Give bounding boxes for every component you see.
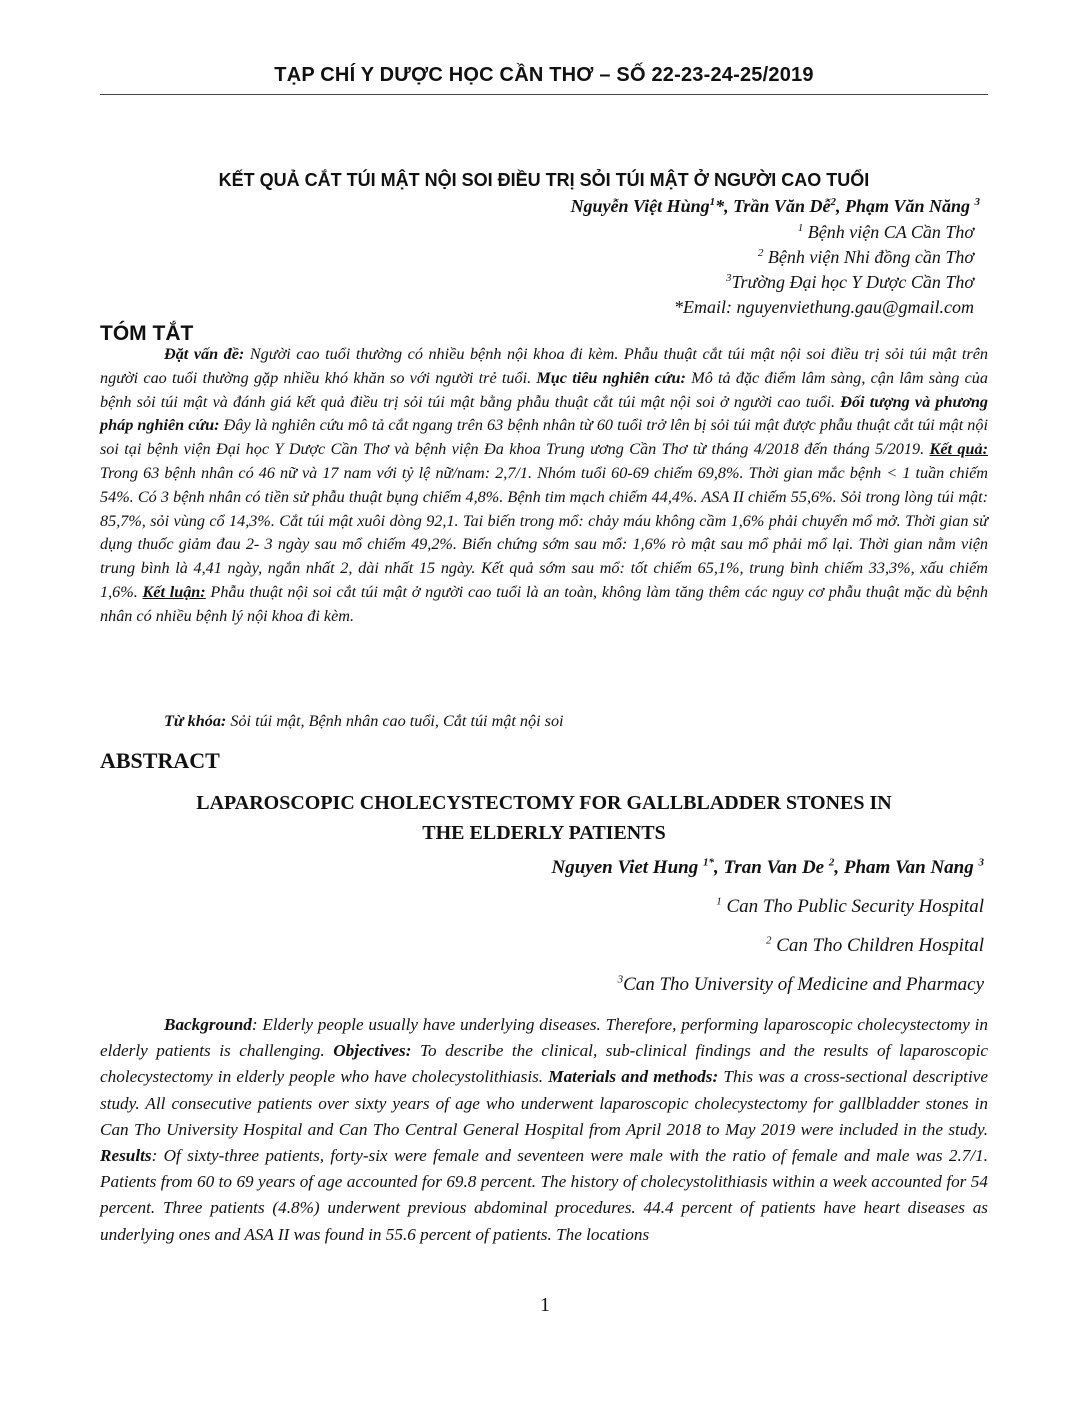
affiliation-sup: 1: [797, 222, 804, 234]
keywords-vi: [164, 712, 564, 731]
abstract-text: This was a cross-sectional descriptive study. All consecutive patients over sixty years of age who underwent laparoscopic cholecystectomy for gallbladder stones in Can Tho University Hospital and Can Tho Central General Hospital from April 2018 to May 2019 were included in the study.: [100, 1067, 988, 1139]
affiliation-text: Can Tho University of Medicine and Pharmacy: [623, 974, 984, 995]
abstract-en: [100, 1012, 988, 1248]
author-sup: 3: [978, 856, 984, 869]
author-name: Pham Van Nang: [843, 857, 979, 878]
abstract-label: Materials and methods:: [548, 1067, 719, 1087]
abstract-text: Trong 63 bệnh nhân có 46 nữ và 17 nam với tỷ lệ nữ/nam: 2,7/1. Nhóm tuổi 60-69 chiếm 69,8%. Thời gian mắc bệnh < 1 tuần chiếm 54%. Có 3 bệnh nhân có tiền sử phẫu thuật bụng chiếm 4,8%. Bệnh tim mạch chiếm 44,4%. ASA II chiếm 55,6%. Sỏi trong lòng túi mật: 85,7%, sỏi vùng cổ 14,3%. Cắt túi mật xuôi dòng 92,1. Tai biến trong mổ: chảy máu không cầm 1,6% phải chuyển mổ mở. Thời gian sử dụng thuốc giảm đau 2- 3 ngày sau mổ chiếm 49,2%. Biến chứng sớm sau mổ: 1,6% rò mật sau mổ phải mổ lại. Thời gian nằm viện trung bình là 4,41 ngày, ngắn nhất 2, dài nhất 15 ngày. Kết quả sớm sau mổ: tốt chiếm 65,1%, trung bình chiếm 33,3%, xấu chiếm 1,6%.: [100, 463, 988, 601]
abstract-label: Kết luận:: [142, 582, 206, 601]
page-number: 1: [540, 1294, 550, 1316]
article-title-en: [100, 788, 988, 848]
author-sep: ,: [835, 196, 845, 216]
affiliation-text: Trường Đại học Y Dược Cần Thơ: [731, 272, 974, 292]
abstract-text: Phẫu thuật nội soi cắt túi mật ở người cao tuổi là an toàn, không làm tăng thêm các nguy cơ phẫu thuật mặc dù bệnh nhân có nhiều bệnh lý nội khoa đi kèm.: [100, 582, 988, 625]
affiliation-text: Bệnh viện Nhi đồng cần Thơ: [763, 247, 974, 267]
affiliation-sup: 1: [716, 895, 722, 908]
affiliation-vi-2: [758, 247, 974, 268]
author-sup: 3: [974, 196, 980, 208]
author-name: Trần Văn Dễ: [733, 196, 831, 216]
abstract-text: : Elderly people usually have underlying diseases. Therefore, performing laparoscopic cholecystectomy in elderly patients is challenging.: [100, 1015, 988, 1061]
affiliation-sup: 3: [726, 272, 732, 284]
authors-en: [551, 857, 984, 879]
author-sup: 2: [828, 856, 835, 869]
affiliation-text: Can Tho Public Security Hospital: [721, 896, 984, 917]
keywords-text: Sỏi túi mật, Bệnh nhân cao tuổi, Cắt túi mật nội soi: [226, 712, 564, 730]
abstract-text: Mô tả đặc điểm lâm sàng, cận lâm sàng của bệnh sỏi túi mật và đánh giá kết quả điều trị sỏi túi mật bằng phẫu thuật cắt túi mật nội soi ở người cao tuổi.: [100, 368, 988, 411]
abstract-label: Kết quả:: [929, 440, 988, 459]
affiliation-en-2: [766, 935, 984, 957]
author-sup: 2: [830, 196, 836, 208]
author-sup: 1: [709, 196, 716, 208]
author-sep: ,: [834, 857, 844, 878]
abstract-label: Đặt vấn đề:: [164, 345, 245, 363]
affiliation-text: Bệnh viện CA Cần Thơ: [803, 222, 974, 242]
author-sep: ,: [713, 857, 724, 878]
abstract-label: Objectives:: [333, 1041, 412, 1061]
abstract-vi: [100, 343, 988, 629]
section-heading-abstract: ABSTRACT: [100, 748, 220, 773]
abstract-label: Đối tượng và phương pháp nghiên cứu:: [100, 392, 988, 435]
author-sup: 1*: [702, 856, 714, 869]
section-heading-tom-tat: TÓM TẮT: [100, 322, 194, 345]
abstract-label: Results: [100, 1146, 152, 1166]
abstract-label: Background: [164, 1015, 252, 1034]
abstract-label: Mục tiêu nghiên cứu:: [536, 368, 686, 387]
title-en-line-2: THE ELDERLY PATIENTS: [422, 822, 666, 844]
email: *Email: nguyenviethung.gau@gmail.com: [674, 297, 974, 317]
author-name: Nguyen Viet Hung: [551, 857, 703, 878]
abstract-text: Người cao tuổi thường có nhiều bệnh nội khoa đi kèm. Phẫu thuật cắt túi mật nội soi điều trị sỏi túi mật trên người cao tuổi thường gặp nhiều khó khăn so với người trẻ tuổi.: [100, 345, 989, 387]
author-name: Phạm Văn Năng: [844, 196, 970, 216]
affiliation-text: Can Tho Children Hospital: [771, 935, 984, 956]
affiliation-vi-1: [798, 222, 974, 243]
keywords-label: Từ khóa:: [164, 712, 227, 730]
affiliation-en-1: [716, 896, 984, 918]
author-name: Tran Van De: [723, 857, 829, 878]
authors-vi: [571, 196, 980, 217]
author-sep: *,: [715, 196, 734, 216]
abstract-text: : Of sixty-three patients, forty-six were female and seventeen were male with the ratio of female and male was 2.7/1. Patients from 60 to 69 years of age accounted for 69.8 percent. The history of cholecystolithiasis within a week accounted for 54 percent. Three patients (4.8%) underwent previous abdominal procedures. 44.4 percent of patients have heart diseases as underlying ones and ASA II was found in 55.6 percent of patients. The locations: [100, 1146, 988, 1244]
title-en-line-1: LAPAROSCOPIC CHOLECYSTECTOMY FOR GALLBLADDER STONES IN: [196, 792, 892, 814]
article-title-vi: KẾT QUẢ CẮT TÚI MẬT NỘI SOI ĐIỀU TRỊ SỎI TÚI MẬT Ở NGƯỜI CAO TUỔI: [218, 170, 870, 190]
affiliation-en-3: [618, 974, 984, 996]
abstract-text: Đây là nghiên cứu mô tả cắt ngang trên 63 bệnh nhân từ 60 tuổi trở lên bị sỏi túi mật được phẫu thuật cắt túi mật nội soi tại bệnh viện Đại học Y Dược Cần Thơ và bệnh viện Đa khoa Trung ương Cần Thơ từ tháng 4/2018 đến tháng 5/2019.: [100, 416, 988, 459]
affiliation-vi-3: [726, 272, 974, 293]
affiliation-sup: 3: [617, 973, 624, 986]
abstract-text: To describe the clinical, sub-clinical findings and the results of laparoscopic cholecystectomy in elderly people who have cholecystolithiasis.: [100, 1041, 988, 1087]
affiliation-sup: 2: [765, 934, 772, 947]
author-name: Nguyễn Việt Hùng: [570, 196, 710, 216]
header-rule: [100, 94, 988, 95]
affiliation-sup: 2: [757, 247, 764, 259]
journal-header: TẠP CHÍ Y DƯỢC HỌC CẦN THƠ – SỐ 22-23-24-25/2019: [274, 64, 814, 86]
